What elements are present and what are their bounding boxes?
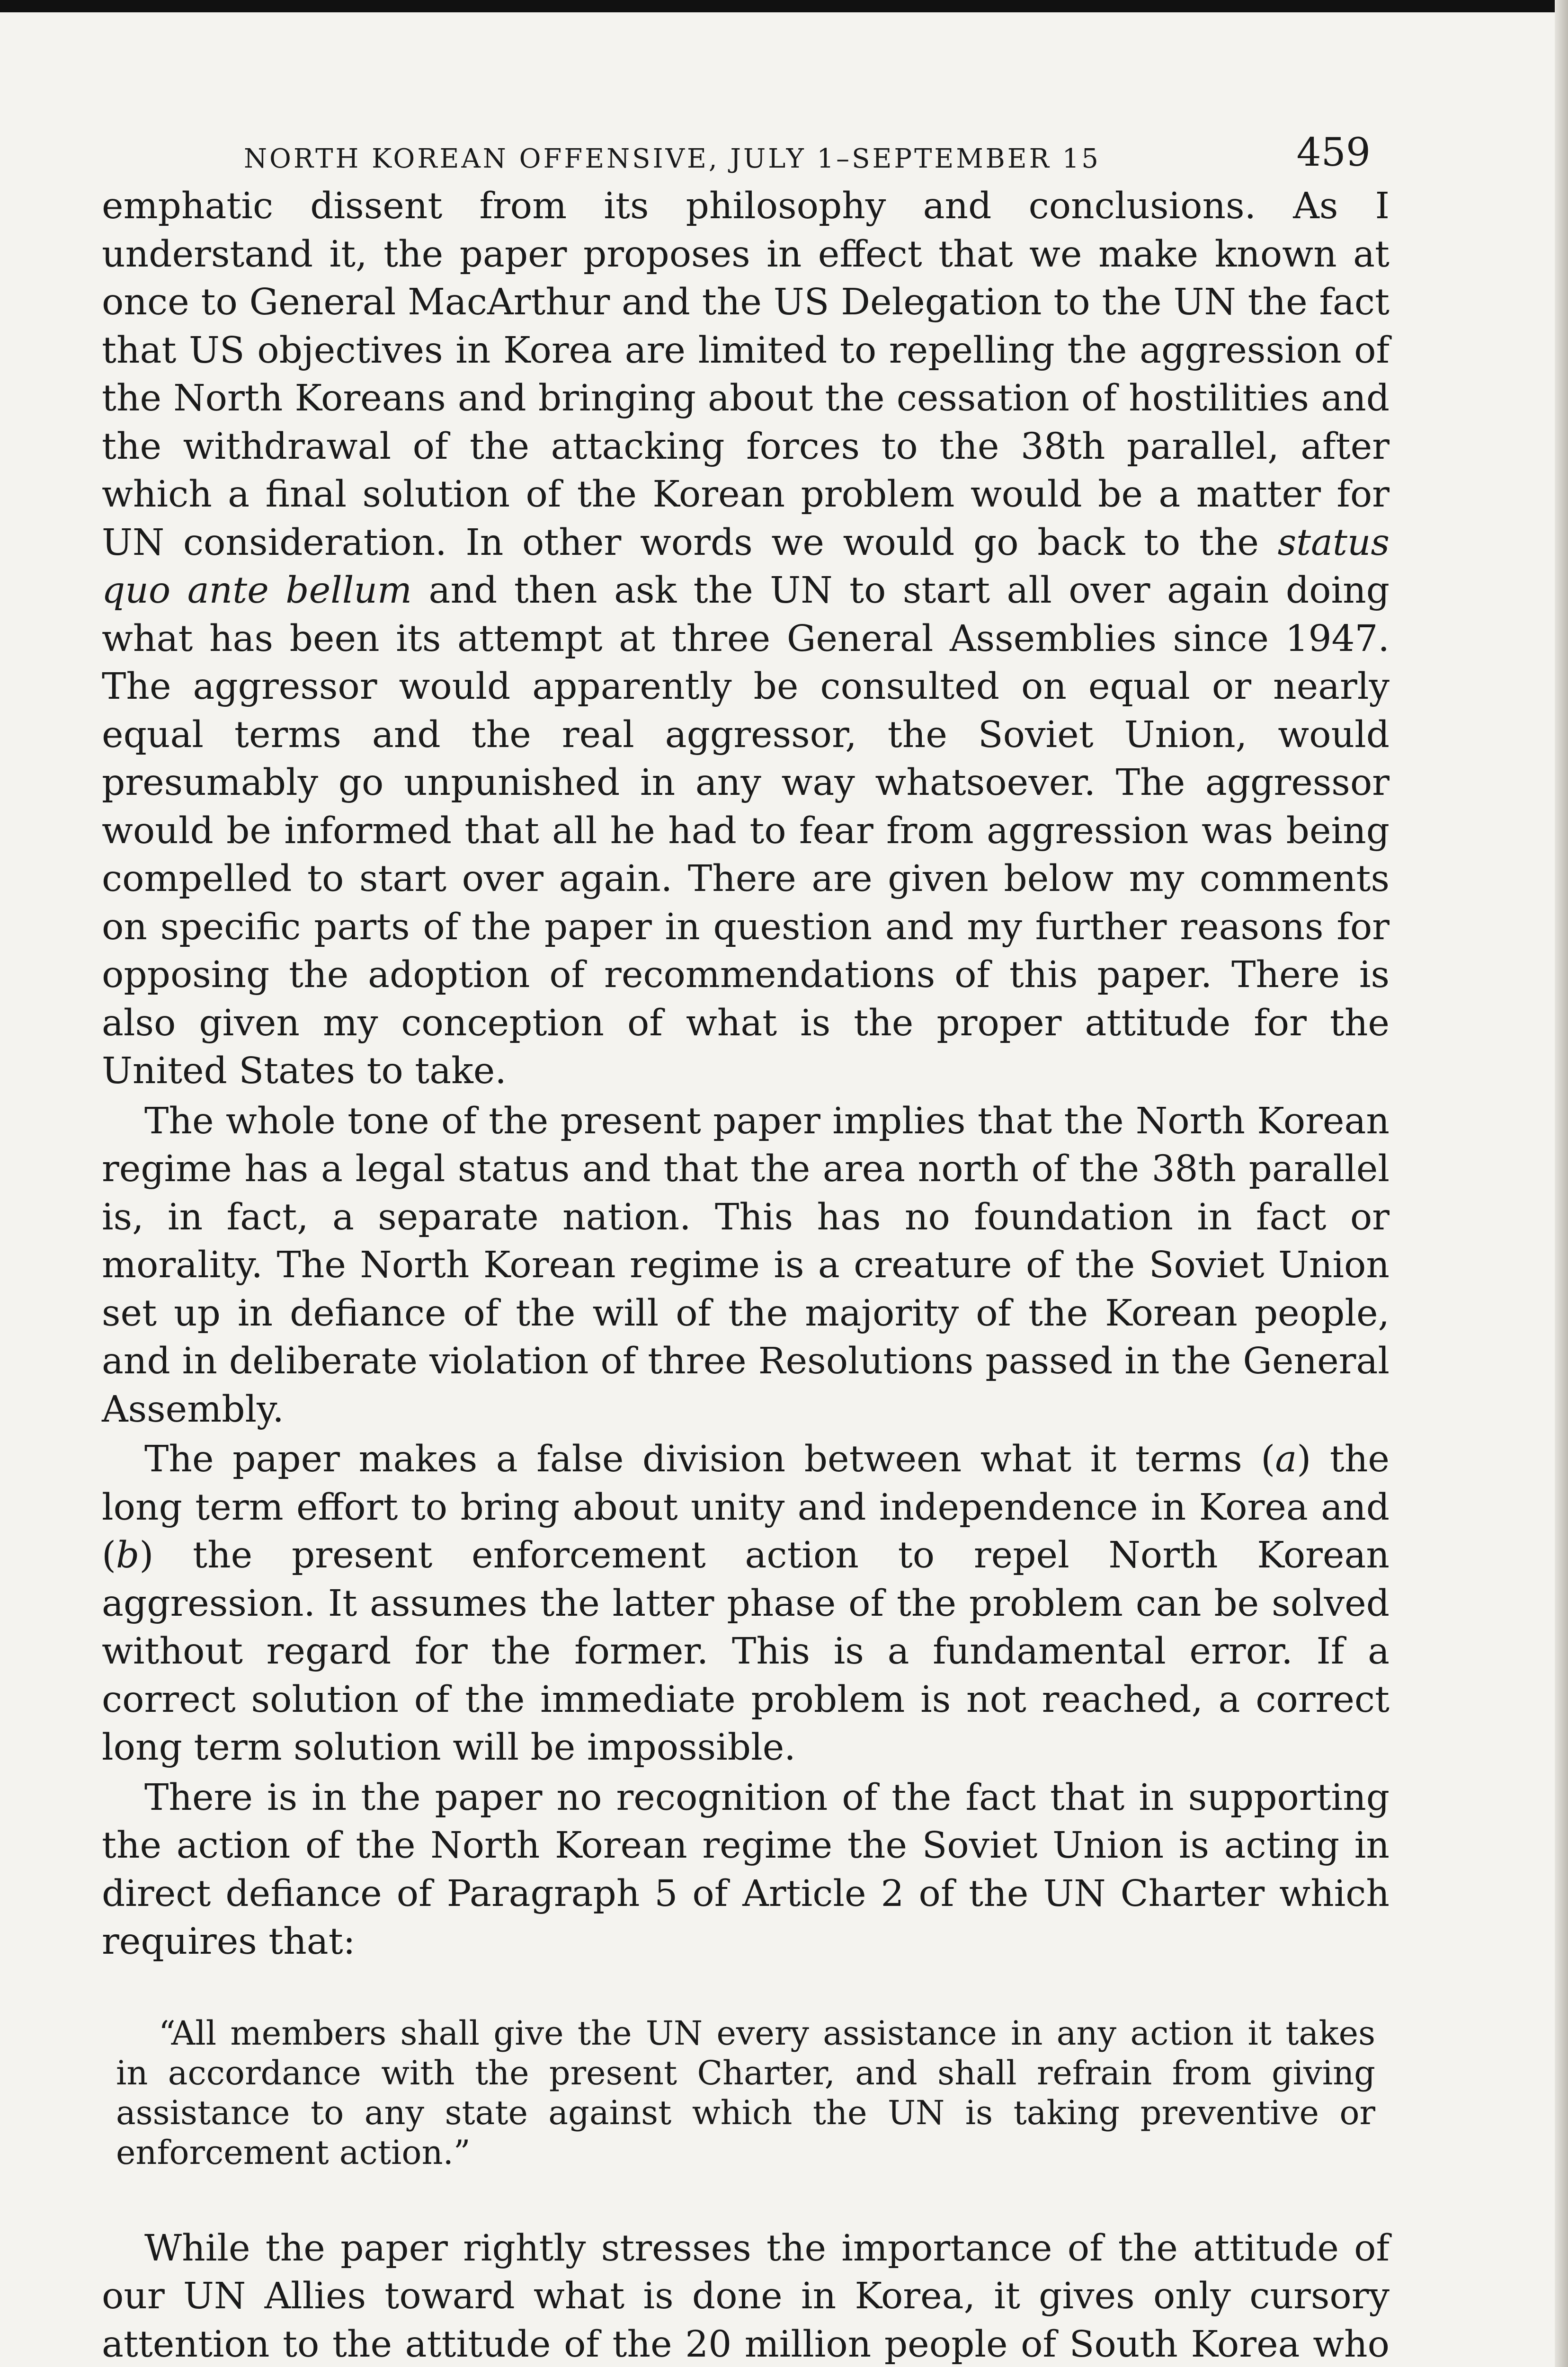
paragraph-4: There is in the paper no recognition of the fact that in supporting the action of the North Korean regime the Soviet Union is acting in direct defiance of Paragraph 5 of Article 2 of the UN Charter which requires that: (102, 1776, 1390, 1963)
item-a-label: a (1275, 1438, 1297, 1480)
paragraph-3-text-b: ) the long term effort to bring about unity and independence in Korea and ( (102, 1438, 1390, 1576)
paragraph-3-text-c: ) the present enforcement action to repel North Korean aggression. It assumes the latter phase of the problem can be solved without regard for the former. This is a fundamental error. If a correct solution of the immediate problem is not reached, a correct long term solution will be impossible. (102, 1534, 1390, 1769)
page-number: 459 (1296, 130, 1371, 175)
block-quote: “All members shall give the UN every assistance in any action it takes in accordance with the present Charter, and shall refrain from giving assistance to any state against which the UN is taking preventive or enforcement action.” (116, 2013, 1375, 2172)
paragraph-3 (102, 1435, 1390, 1772)
paragraph-2: The whole tone of the present paper implies that the North Korean regime has a legal status and that the area north of the 38th parallel is, in fact, a separate nation. This has no foundation in fact or morality. The North Korean regime is a creature of the Soviet Union set up in defiance of the will of the majority of the Korean people, and in deliberate violation of three Resolutions passed in the General Assembly. (102, 1100, 1390, 1431)
paragraph-1 (102, 182, 1390, 1095)
running-head (102, 121, 1390, 182)
scan-right-edge (1555, 0, 1568, 2367)
paragraph-3-text-a: The paper makes a false division between what it terms ( (144, 1438, 1275, 1480)
document-page (102, 121, 1390, 2367)
paragraph-5: While the paper rightly stresses the importance of the attitude of our UN Allies toward what is done in Korea, it gives only cursory attention to the attitude of the 20 million people of South Korea who (102, 2227, 1390, 2366)
scan-top-border (0, 0, 1568, 12)
item-b-label: b (116, 1534, 140, 1576)
paragraph-1-text-a: emphatic dissent from its philosophy and conclusions. As I understand it, the paper proposes in effect that we make known at once to General MacArthur and the US Delegation to the UN the fact that US objectives in Korea are limited to repelling the aggression of the North Koreans and bringing about the cessation of hostilities and the withdrawal of the attacking forces to the 38th parallel, after which a final solution of the Korean problem would be a matter for UN consideration. In other words we would go back to the (102, 185, 1390, 564)
paragraph-1-text-b: and then ask the UN to start all over again doing what has been its attempt at three General Assemblies since 1947. The aggressor would apparently be consulted on equal or nearly equal terms and the real aggressor, the Soviet Union, would presumably go unpunished in any way whatsoever. The aggressor would be informed that all he had to fear from aggression was being compelled to start over again. There are given below my comments on specific parts of the paper in question and my further reasons for opposing the adoption of recommendations of this paper. There is also given my conception of what is the proper attitude for the United States to take. (102, 570, 1390, 1092)
running-title: NORTH KOREAN OFFENSIVE, JULY 1–SEPTEMBER 15 (244, 143, 1101, 174)
latin-phrase: status quo ante bellum (102, 521, 1390, 612)
